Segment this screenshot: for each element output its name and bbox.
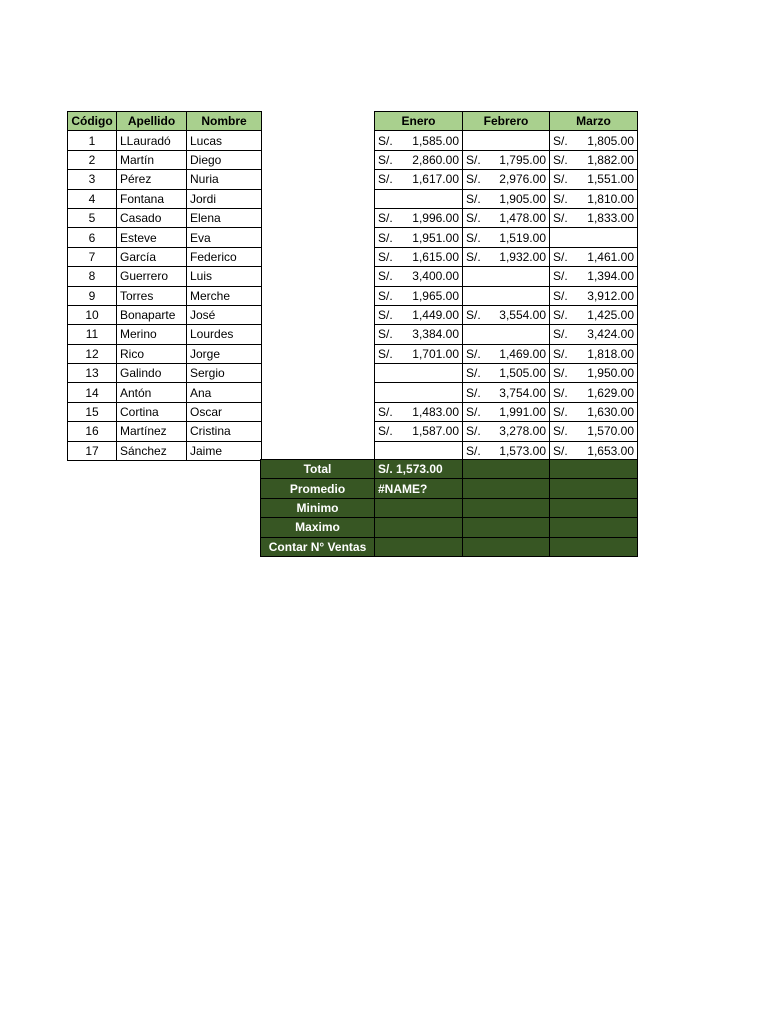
amount: 1,425.00 bbox=[587, 308, 634, 323]
amount: 1,965.00 bbox=[412, 288, 459, 303]
money-value bbox=[466, 366, 546, 380]
amount: 1,519.00 bbox=[499, 230, 546, 245]
codigo-cell[interactable]: 4 bbox=[68, 189, 117, 208]
amount: 1,810.00 bbox=[587, 191, 634, 206]
marzo-cell[interactable] bbox=[550, 305, 638, 324]
summary-marzo-cell[interactable] bbox=[550, 537, 638, 556]
money-value bbox=[553, 134, 634, 148]
nombre-cell[interactable]: Luis bbox=[187, 267, 262, 286]
enero-cell[interactable] bbox=[375, 325, 463, 344]
enero-cell[interactable] bbox=[375, 344, 463, 363]
nombre-cell[interactable]: Merche bbox=[187, 286, 262, 305]
money-value bbox=[378, 289, 459, 303]
currency-symbol: S/. bbox=[378, 308, 393, 323]
employee-header-row bbox=[68, 112, 262, 131]
amount: 3,384.00 bbox=[412, 327, 459, 342]
amount: 1,818.00 bbox=[587, 346, 634, 361]
summary-marzo-cell[interactable] bbox=[550, 460, 638, 479]
money-value bbox=[378, 153, 459, 167]
currency-symbol: S/. bbox=[466, 346, 481, 361]
apellido-cell[interactable]: Sánchez bbox=[117, 441, 187, 460]
apellido-cell[interactable]: Antón bbox=[117, 383, 187, 402]
amount: 3,912.00 bbox=[587, 288, 634, 303]
amount: 1,805.00 bbox=[587, 133, 634, 148]
apellido-cell[interactable]: Bonaparte bbox=[117, 305, 187, 324]
money-value bbox=[553, 444, 634, 458]
codigo-cell[interactable]: 6 bbox=[68, 228, 117, 247]
employee-row bbox=[68, 267, 262, 286]
summary-label[interactable]: Minimo bbox=[261, 498, 375, 517]
header-marzo[interactable]: Marzo bbox=[550, 112, 638, 131]
currency-symbol: S/. bbox=[378, 211, 393, 226]
summary-row bbox=[261, 460, 638, 479]
employee-row bbox=[68, 286, 262, 305]
apellido-cell[interactable]: LLauradó bbox=[117, 131, 187, 150]
febrero-cell[interactable] bbox=[463, 344, 550, 363]
sales-row bbox=[375, 286, 638, 305]
nombre-cell[interactable]: Federico bbox=[187, 247, 262, 266]
nombre-cell[interactable]: Jaime bbox=[187, 441, 262, 460]
currency-symbol: S/. bbox=[466, 152, 481, 167]
summary-label[interactable]: Maximo bbox=[261, 518, 375, 537]
money-value bbox=[553, 211, 634, 225]
nombre-cell[interactable]: Eva bbox=[187, 228, 262, 247]
nombre-cell[interactable]: Nuria bbox=[187, 170, 262, 189]
amount: 1,795.00 bbox=[499, 152, 546, 167]
employee-row bbox=[68, 422, 262, 441]
amount: 1,570.00 bbox=[587, 424, 634, 439]
currency-symbol: S/. bbox=[466, 385, 481, 400]
apellido-cell[interactable]: Rico bbox=[117, 344, 187, 363]
apellido-cell[interactable]: Cortina bbox=[117, 402, 187, 421]
money-value bbox=[378, 327, 459, 341]
enero-cell[interactable] bbox=[375, 383, 463, 402]
employee-row bbox=[68, 208, 262, 227]
codigo-cell[interactable]: 14 bbox=[68, 383, 117, 402]
sales-row bbox=[375, 305, 638, 324]
enero-cell[interactable] bbox=[375, 150, 463, 169]
sales-row bbox=[375, 402, 638, 421]
money-value bbox=[378, 231, 459, 245]
header-nombre[interactable]: Nombre bbox=[187, 112, 262, 131]
currency-symbol: S/. bbox=[466, 443, 481, 458]
money-value bbox=[466, 250, 546, 264]
codigo-cell[interactable]: 7 bbox=[68, 247, 117, 266]
money-value bbox=[466, 424, 546, 438]
amount: 1,587.00 bbox=[412, 424, 459, 439]
amount: 1,905.00 bbox=[499, 191, 546, 206]
currency-symbol: S/. bbox=[553, 191, 568, 206]
currency-symbol: S/. bbox=[466, 211, 481, 226]
nombre-cell[interactable]: Sergio bbox=[187, 364, 262, 383]
nombre-cell[interactable]: Oscar bbox=[187, 402, 262, 421]
amount: 1,573.00 bbox=[499, 443, 546, 458]
apellido-cell[interactable]: Martín bbox=[117, 150, 187, 169]
sales-row bbox=[375, 383, 638, 402]
money-value bbox=[553, 308, 634, 322]
amount: 3,424.00 bbox=[587, 327, 634, 342]
money-value bbox=[553, 424, 634, 438]
marzo-cell[interactable] bbox=[550, 189, 638, 208]
money-value bbox=[466, 192, 546, 206]
money-value bbox=[378, 308, 459, 322]
amount: 1,701.00 bbox=[412, 346, 459, 361]
currency-symbol: S/. bbox=[466, 230, 481, 245]
marzo-cell[interactable] bbox=[550, 150, 638, 169]
codigo-cell[interactable]: 9 bbox=[68, 286, 117, 305]
codigo-cell[interactable]: 10 bbox=[68, 305, 117, 324]
amount: 1,469.00 bbox=[499, 346, 546, 361]
amount: 1,505.00 bbox=[499, 366, 546, 381]
apellido-cell[interactable]: Martínez bbox=[117, 422, 187, 441]
apellido-cell[interactable]: Esteve bbox=[117, 228, 187, 247]
amount: 3,554.00 bbox=[499, 308, 546, 323]
febrero-cell[interactable] bbox=[463, 228, 550, 247]
header-codigo[interactable]: Código bbox=[68, 112, 117, 131]
nombre-cell[interactable]: Lourdes bbox=[187, 325, 262, 344]
summary-label[interactable]: Total bbox=[261, 460, 375, 479]
summary-label[interactable]: Promedio bbox=[261, 479, 375, 498]
summary-label[interactable]: Contar N° Ventas bbox=[261, 537, 375, 556]
apellido-cell[interactable]: Galindo bbox=[117, 364, 187, 383]
amount: 1,551.00 bbox=[587, 172, 634, 187]
currency-symbol: S/. bbox=[378, 346, 393, 361]
febrero-cell[interactable] bbox=[463, 170, 550, 189]
enero-cell[interactable] bbox=[375, 305, 463, 324]
marzo-cell[interactable] bbox=[550, 402, 638, 421]
sales-row bbox=[375, 228, 638, 247]
nombre-cell[interactable]: Lucas bbox=[187, 131, 262, 150]
money-value bbox=[466, 172, 546, 186]
summary-febrero-cell[interactable] bbox=[463, 537, 550, 556]
money-value bbox=[553, 192, 634, 206]
employee-row bbox=[68, 441, 262, 460]
summary-enero-cell[interactable] bbox=[375, 498, 463, 517]
money-value bbox=[553, 172, 634, 186]
employee-row bbox=[68, 228, 262, 247]
currency-symbol: S/. bbox=[553, 366, 568, 381]
febrero-cell[interactable] bbox=[463, 189, 550, 208]
summary-marzo-cell[interactable] bbox=[550, 479, 638, 498]
currency-symbol: S/. bbox=[466, 249, 481, 264]
employee-row bbox=[68, 402, 262, 421]
currency-symbol: S/. bbox=[466, 308, 481, 323]
enero-cell[interactable] bbox=[375, 189, 463, 208]
currency-symbol: S/. bbox=[466, 424, 481, 439]
money-value bbox=[466, 386, 546, 400]
currency-symbol: S/. bbox=[553, 211, 568, 226]
nombre-cell[interactable]: José bbox=[187, 305, 262, 324]
summary-row bbox=[261, 518, 638, 537]
currency-symbol: S/. bbox=[553, 133, 568, 148]
amount: 1,394.00 bbox=[587, 269, 634, 284]
currency-symbol: S/. bbox=[378, 269, 393, 284]
currency-symbol: S/. bbox=[378, 230, 393, 245]
currency-symbol: S/. bbox=[553, 269, 568, 284]
month-header-row bbox=[375, 112, 638, 131]
febrero-cell[interactable] bbox=[463, 267, 550, 286]
money-value bbox=[466, 231, 546, 245]
money-value bbox=[378, 250, 459, 264]
apellido-cell[interactable]: Casado bbox=[117, 208, 187, 227]
money-value bbox=[378, 269, 459, 283]
employee-row bbox=[68, 189, 262, 208]
amount: 1,585.00 bbox=[412, 133, 459, 148]
summary-marzo-cell[interactable] bbox=[550, 498, 638, 517]
summary-row bbox=[261, 537, 638, 556]
employee-row bbox=[68, 170, 262, 189]
marzo-cell[interactable] bbox=[550, 228, 638, 247]
marzo-cell[interactable] bbox=[550, 422, 638, 441]
money-value bbox=[553, 269, 634, 283]
employee-row bbox=[68, 325, 262, 344]
currency-symbol: S/. bbox=[553, 443, 568, 458]
money-value bbox=[378, 134, 459, 148]
amount: 1,630.00 bbox=[587, 405, 634, 420]
febrero-cell[interactable] bbox=[463, 305, 550, 324]
currency-symbol: S/. bbox=[378, 405, 393, 420]
employee-row bbox=[68, 364, 262, 383]
summary-febrero-cell[interactable] bbox=[463, 479, 550, 498]
money-value bbox=[466, 347, 546, 361]
amount: 1,478.00 bbox=[499, 211, 546, 226]
monthly-sales-table bbox=[374, 111, 638, 461]
codigo-cell[interactable]: 12 bbox=[68, 344, 117, 363]
marzo-cell[interactable] bbox=[550, 441, 638, 460]
amount: 2,976.00 bbox=[499, 172, 546, 187]
apellido-cell[interactable]: Torres bbox=[117, 286, 187, 305]
sales-row bbox=[375, 208, 638, 227]
sales-row bbox=[375, 422, 638, 441]
marzo-cell[interactable] bbox=[550, 325, 638, 344]
enero-cell[interactable] bbox=[375, 402, 463, 421]
money-value bbox=[553, 366, 634, 380]
febrero-cell[interactable] bbox=[463, 441, 550, 460]
apellido-cell[interactable]: Fontana bbox=[117, 189, 187, 208]
nombre-cell[interactable]: Jordi bbox=[187, 189, 262, 208]
nombre-cell[interactable]: Ana bbox=[187, 383, 262, 402]
apellido-cell[interactable]: Guerrero bbox=[117, 267, 187, 286]
currency-symbol: S/. bbox=[553, 172, 568, 187]
enero-cell[interactable] bbox=[375, 364, 463, 383]
febrero-cell[interactable] bbox=[463, 364, 550, 383]
marzo-cell[interactable] bbox=[550, 383, 638, 402]
nombre-cell[interactable]: Diego bbox=[187, 150, 262, 169]
enero-cell[interactable] bbox=[375, 228, 463, 247]
currency-symbol: S/. bbox=[378, 172, 393, 187]
header-febrero[interactable]: Febrero bbox=[463, 112, 550, 131]
nombre-cell[interactable]: Elena bbox=[187, 208, 262, 227]
summary-row bbox=[261, 498, 638, 517]
currency-symbol: S/. bbox=[553, 308, 568, 323]
sales-row bbox=[375, 267, 638, 286]
currency-symbol: S/. bbox=[466, 191, 481, 206]
employee-row bbox=[68, 150, 262, 169]
nombre-cell[interactable]: Cristina bbox=[187, 422, 262, 441]
codigo-cell[interactable]: 3 bbox=[68, 170, 117, 189]
amount: 1,996.00 bbox=[412, 211, 459, 226]
codigo-cell[interactable]: 15 bbox=[68, 402, 117, 421]
sales-row bbox=[375, 150, 638, 169]
summary-enero-cell[interactable]: #NAME? bbox=[375, 479, 463, 498]
amount: 2,860.00 bbox=[412, 152, 459, 167]
money-value bbox=[553, 250, 634, 264]
amount: 1,449.00 bbox=[412, 308, 459, 323]
amount: 1,629.00 bbox=[587, 385, 634, 400]
febrero-cell[interactable] bbox=[463, 402, 550, 421]
enero-cell[interactable] bbox=[375, 441, 463, 460]
summary-febrero-cell[interactable] bbox=[463, 518, 550, 537]
currency-symbol: S/. bbox=[378, 133, 393, 148]
money-value bbox=[466, 444, 546, 458]
enero-cell[interactable] bbox=[375, 170, 463, 189]
summary-enero-cell[interactable]: S/. 1,573.00 bbox=[375, 460, 463, 479]
money-value bbox=[553, 327, 634, 341]
employee-row bbox=[68, 131, 262, 150]
febrero-cell[interactable] bbox=[463, 286, 550, 305]
money-value bbox=[553, 405, 634, 419]
currency-symbol: S/. bbox=[553, 152, 568, 167]
febrero-cell[interactable] bbox=[463, 208, 550, 227]
amount: 1,461.00 bbox=[587, 249, 634, 264]
febrero-cell[interactable] bbox=[463, 131, 550, 150]
marzo-cell[interactable] bbox=[550, 344, 638, 363]
money-value bbox=[378, 347, 459, 361]
header-enero[interactable]: Enero bbox=[375, 112, 463, 131]
sales-row bbox=[375, 344, 638, 363]
employee-row bbox=[68, 247, 262, 266]
summary-marzo-cell[interactable] bbox=[550, 518, 638, 537]
amount: 1,653.00 bbox=[587, 443, 634, 458]
currency-symbol: S/. bbox=[553, 385, 568, 400]
sales-row bbox=[375, 441, 638, 460]
money-value bbox=[553, 386, 634, 400]
amount: 1,615.00 bbox=[412, 249, 459, 264]
summary-row bbox=[261, 479, 638, 498]
amount: 1,882.00 bbox=[587, 152, 634, 167]
currency-symbol: S/. bbox=[553, 288, 568, 303]
currency-symbol: S/. bbox=[553, 346, 568, 361]
marzo-cell[interactable] bbox=[550, 247, 638, 266]
currency-symbol: S/. bbox=[378, 424, 393, 439]
amount: 3,278.00 bbox=[499, 424, 546, 439]
currency-symbol: S/. bbox=[553, 405, 568, 420]
amount: 1,483.00 bbox=[412, 405, 459, 420]
codigo-cell[interactable]: 5 bbox=[68, 208, 117, 227]
money-value bbox=[378, 405, 459, 419]
enero-cell[interactable] bbox=[375, 286, 463, 305]
money-value bbox=[466, 405, 546, 419]
currency-symbol: S/. bbox=[466, 366, 481, 381]
apellido-cell[interactable]: Pérez bbox=[117, 170, 187, 189]
enero-cell[interactable] bbox=[375, 208, 463, 227]
sales-row bbox=[375, 364, 638, 383]
febrero-cell[interactable] bbox=[463, 383, 550, 402]
marzo-cell[interactable] bbox=[550, 364, 638, 383]
marzo-cell[interactable] bbox=[550, 286, 638, 305]
sales-row bbox=[375, 131, 638, 150]
febrero-cell[interactable] bbox=[463, 422, 550, 441]
money-value bbox=[378, 211, 459, 225]
amount: 1,617.00 bbox=[412, 172, 459, 187]
amount: 1,932.00 bbox=[499, 249, 546, 264]
febrero-cell[interactable] bbox=[463, 247, 550, 266]
currency-symbol: S/. bbox=[466, 405, 481, 420]
summary-febrero-cell[interactable] bbox=[463, 460, 550, 479]
currency-symbol: S/. bbox=[378, 327, 393, 342]
employee-row bbox=[68, 383, 262, 402]
sales-row bbox=[375, 325, 638, 344]
amount: 3,400.00 bbox=[412, 269, 459, 284]
marzo-cell[interactable] bbox=[550, 131, 638, 150]
money-value bbox=[466, 153, 546, 167]
summary-enero-cell[interactable] bbox=[375, 537, 463, 556]
marzo-cell[interactable] bbox=[550, 208, 638, 227]
summary-table bbox=[260, 459, 638, 557]
codigo-cell[interactable]: 17 bbox=[68, 441, 117, 460]
amount: 1,833.00 bbox=[587, 211, 634, 226]
apellido-cell[interactable]: Merino bbox=[117, 325, 187, 344]
money-value bbox=[553, 347, 634, 361]
currency-symbol: S/. bbox=[553, 327, 568, 342]
amount: 1,991.00 bbox=[499, 405, 546, 420]
summary-enero-cell[interactable] bbox=[375, 518, 463, 537]
money-value bbox=[378, 424, 459, 438]
codigo-cell[interactable]: 13 bbox=[68, 364, 117, 383]
enero-cell[interactable] bbox=[375, 131, 463, 150]
codigo-cell[interactable]: 8 bbox=[68, 267, 117, 286]
nombre-cell[interactable]: Jorge bbox=[187, 344, 262, 363]
amount: 1,950.00 bbox=[587, 366, 634, 381]
currency-symbol: S/. bbox=[553, 424, 568, 439]
header-apellido[interactable]: Apellido bbox=[117, 112, 187, 131]
sales-row bbox=[375, 189, 638, 208]
sales-row bbox=[375, 247, 638, 266]
money-value bbox=[553, 289, 634, 303]
apellido-cell[interactable]: García bbox=[117, 247, 187, 266]
enero-cell[interactable] bbox=[375, 267, 463, 286]
money-value bbox=[466, 211, 546, 225]
enero-cell[interactable] bbox=[375, 422, 463, 441]
marzo-cell[interactable] bbox=[550, 170, 638, 189]
febrero-cell[interactable] bbox=[463, 150, 550, 169]
amount: 1,951.00 bbox=[412, 230, 459, 245]
codigo-cell[interactable]: 11 bbox=[68, 325, 117, 344]
employee-row bbox=[68, 305, 262, 324]
employee-table bbox=[67, 111, 262, 461]
summary-febrero-cell[interactable] bbox=[463, 498, 550, 517]
money-value bbox=[378, 172, 459, 186]
febrero-cell[interactable] bbox=[463, 325, 550, 344]
sales-row bbox=[375, 170, 638, 189]
currency-symbol: S/. bbox=[466, 172, 481, 187]
currency-symbol: S/. bbox=[553, 249, 568, 264]
currency-symbol: S/. bbox=[378, 249, 393, 264]
money-value bbox=[553, 153, 634, 167]
enero-cell[interactable] bbox=[375, 247, 463, 266]
codigo-cell[interactable]: 1 bbox=[68, 131, 117, 150]
marzo-cell[interactable] bbox=[550, 267, 638, 286]
codigo-cell[interactable]: 16 bbox=[68, 422, 117, 441]
codigo-cell[interactable]: 2 bbox=[68, 150, 117, 169]
money-value bbox=[466, 308, 546, 322]
currency-symbol: S/. bbox=[378, 152, 393, 167]
employee-row bbox=[68, 344, 262, 363]
currency-symbol: S/. bbox=[378, 288, 393, 303]
amount: 3,754.00 bbox=[499, 385, 546, 400]
